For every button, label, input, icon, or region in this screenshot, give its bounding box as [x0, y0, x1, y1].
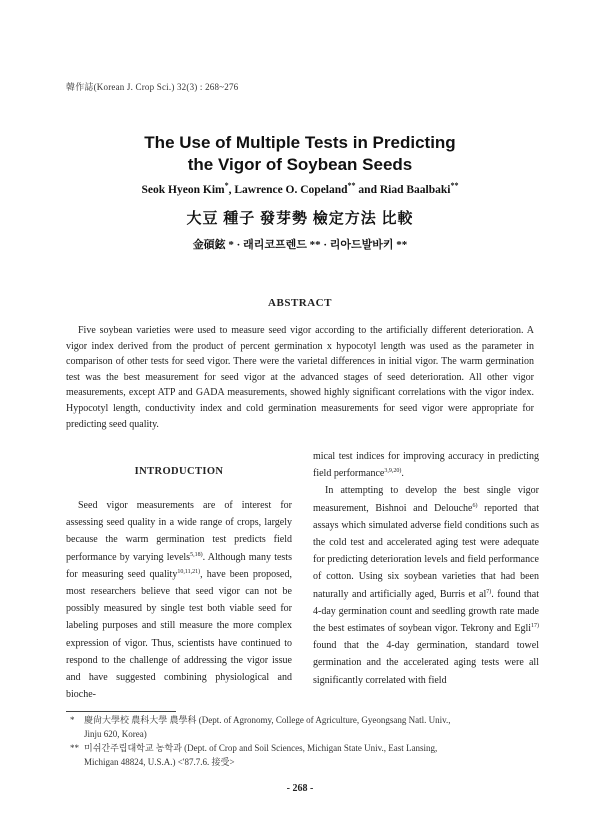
citation: 5,18)	[190, 551, 203, 558]
citation: 17)	[531, 623, 539, 630]
author-name: Lawrence O. Copeland	[234, 183, 348, 196]
title-line-1: The Use of Multiple Tests in Predicting	[144, 133, 456, 152]
footnote-divider	[66, 711, 176, 712]
korean-author-list: 金碩鉉 * · 래리코프렌드 ** · 리아드발바키 **	[192, 239, 408, 251]
korean-title: 大豆 種子 發芽勢 檢定方法 比較	[186, 211, 414, 227]
author-name: Seok Hyeon Kim	[141, 183, 225, 196]
intro-paragraph-1-continued: mical test indices for improving accuracy in predicting field performance$^{3,9,20)}$.	[313, 451, 539, 480]
abstract-heading: ABSTRACT	[268, 297, 332, 309]
author-separator: and	[355, 183, 380, 196]
left-column	[66, 497, 292, 703]
footnote-affiliation-2: ** 미쉬간주립대학교 농학과 (Dept. of Crop and Soil Sciences, Michigan State Univ., East Lansing, Michigan 48824, U.S.A.) <'87.7.6. 接受>	[70, 743, 438, 767]
affiliation-mark: *	[224, 181, 229, 190]
citation: 7)	[486, 588, 492, 595]
footnote-mark: **	[70, 743, 79, 753]
page-number: - 268 -	[286, 783, 314, 794]
intro-paragraph-1: Seed vigor measurements are of interest for assessing seed quality in a wide range of crops, largely because the warm germination test predicts field performance by varying levels$^{5,18)}$. Although many tests for measuring seed quality$^{10,11,21)}$, have been proposed, most researchers believe that seed vigor can not be possibly measured by single test both viable seed for labeling purposes and still measure the more complex expression of vigor. Thus, scientists have continued to respond to the challenge of addressing the vigor issue and have suggested combining physiological and bioche-	[66, 500, 292, 701]
introduction-heading: INTRODUCTION	[134, 466, 224, 477]
author-separator: ,	[228, 183, 235, 196]
author-list	[0, 181, 600, 196]
footnote-affiliation-1: * 慶尙大學校 農科大學 農學科 (Dept. of Agronomy, College of Agriculture, Gyeongsang Natl. Univ., Jinju 620, Korea)	[70, 715, 451, 739]
footnote-mark: *	[70, 715, 75, 725]
paper-title	[0, 132, 600, 176]
affiliation-mark: **	[347, 181, 356, 190]
affiliation-mark: **	[450, 181, 459, 190]
citation: 6)	[472, 502, 478, 509]
title-line-2: the Vigor of Soybean Seeds	[187, 155, 413, 174]
abstract-text: Five soybean varieties were used to measure seed vigor according to the artificially different deterioration. A vigor index derived from the product of percent germination x hypocotyl length was used as the parameter in comparison of other tests for seed vigor. There were the varietal differences in initial vigor. The warm germination test was the best measurement for seed vigor at the advanced stages of seed deterioration. All other vigor measurements, except ATP and GADA measurements, showed highly significant correlations with the vigor index. Hypocotyl length, conductivity index and cold germination measurements for seed vigor were appropriate for predicting seed quality.	[66, 325, 534, 430]
journal-header: 韓作誌(Korean J. Crop Sci.) 32(3) : 268~276	[66, 82, 239, 92]
author-name: Riad Baalbaki	[379, 183, 451, 196]
citation: 3,9,20)	[384, 468, 402, 475]
right-column	[313, 448, 539, 689]
intro-paragraph-2: In attempting to develop the best single vigor measurement, Bishnoi and Delouche$^{6)}$ reported that assays which simulated adverse field conditions such as the cold test and accelerated aging test were adequate for predicting deterioration levels and field performance of cotton. Using six soybean varieties that had been naturally and artificially aged, Burris et al$^{7)}$. found that 4-day germination count and seedling growth rate made the best estimates of soybean vigor. Tekrony and Egli$^{17)}$ found that the 4-day germination, standard towel germination and the accelerated aging tests were all significantly correlated with field	[313, 485, 540, 686]
citation: 10,11,21)	[177, 568, 201, 575]
